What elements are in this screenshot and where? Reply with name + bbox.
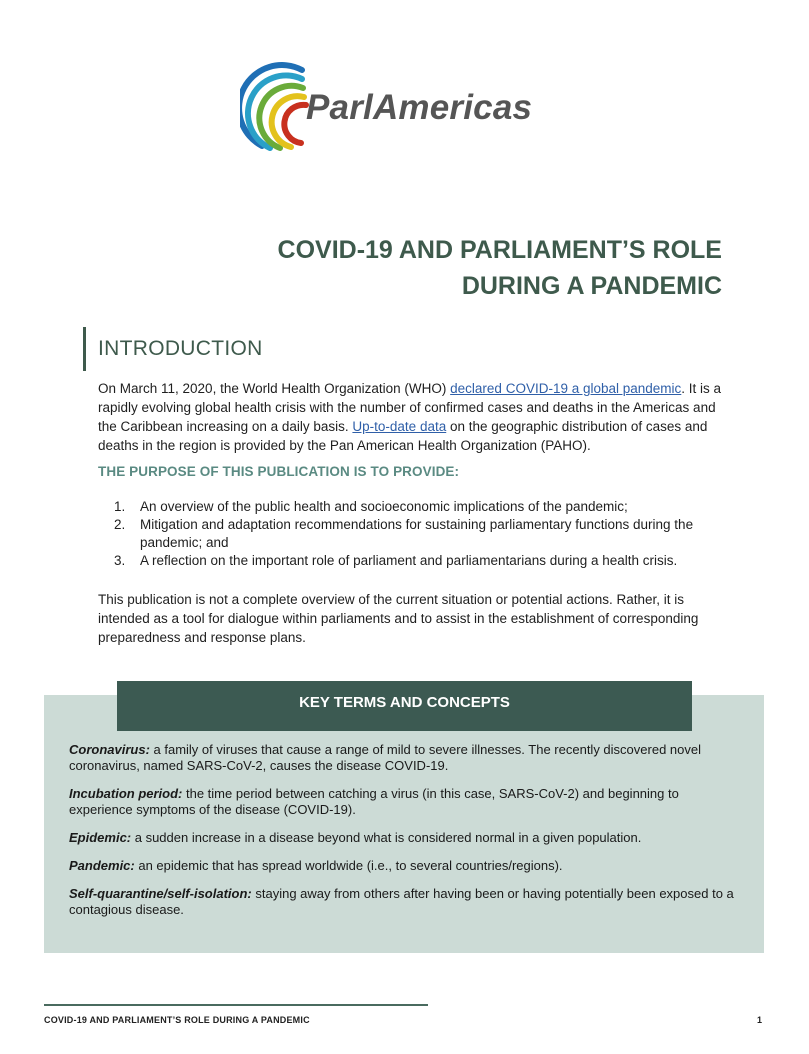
parlamericas-logo [240,62,580,162]
intro-text-3: on the geographic distribution of cases and deaths in the region is provided by the Pan American Health Organization (PAHO). [98,419,708,453]
term-definition: an epidemic that has spread worldwide (i.e., to several countries/regions). [134,858,563,873]
closing-paragraph: This publication is not a complete overview of the current situation or potential actions. Rather, it is intended as a tool for dialogue within parliaments and to assist in the establishment of corresponding preparedness and response plans. [98,592,699,645]
footer-divider [44,1004,428,1006]
list-item-text: A reflection on the important role of parliament and parliamentarians during a health crisis. [140,553,678,568]
list-number: 2. [114,517,126,532]
section-accent-bar [83,327,86,371]
term-name: Self-quarantine/self-isolation: [69,886,252,901]
logo-text: ParlAmericas [306,88,533,127]
term-definition: the time period between catching a virus (in this case, SARS-CoV-2) and beginning to experience symptoms of the disease (COVID-19). [69,786,679,817]
term-definition: staying away from others after having been or having potentially been exposed to a contagious disease. [69,886,734,917]
term-entry [69,786,739,818]
page-number: 1 [757,1015,763,1025]
term-entry [69,742,739,774]
list-item [98,498,728,516]
purpose-list [98,498,728,570]
intro-text-2: . It is a rapidly evolving global health crisis with the number of confirmed cases and deaths in the Americas and the Caribbean increasing on a daily basis. [98,381,722,434]
list-item [98,516,728,552]
term-name: Coronavirus: [69,742,150,757]
term-definition: a sudden increase in a disease beyond what is considered normal in a given population. [131,830,642,845]
list-item [98,552,728,570]
key-terms-list [69,742,739,930]
term-name: Incubation period: [69,786,183,801]
footer-title: COVID-19 AND PARLIAMENT’S ROLE DURING A PANDEMIC [44,1015,310,1025]
key-terms-heading: KEY TERMS AND CONCEPTS [117,681,692,731]
term-name: Epidemic: [69,830,132,845]
introduction-paragraph [98,379,728,455]
list-number: 1. [114,499,126,514]
up-to-date-data-link[interactable]: Up-to-date data [352,419,447,434]
introduction-heading: INTRODUCTION [98,337,263,360]
purpose-heading: THE PURPOSE OF THIS PUBLICATION IS TO PROVIDE: [98,464,460,479]
term-entry [69,830,739,846]
declared-pandemic-link[interactable]: declared COVID-19 a global pandemic [450,381,682,396]
list-number: 3. [114,553,126,568]
term-definition: a family of viruses that cause a range of mild to severe illnesses. The recently discovered novel coronavirus, named SARS-CoV-2, causes the disease COVID-19. [69,742,701,773]
term-name: Pandemic: [69,858,135,873]
title-line-2: DURING A PANDEMIC [461,272,722,300]
list-item-text: Mitigation and adaptation recommendations for sustaining parliamentary functions during the pandemic; and [140,517,694,550]
list-item-text: An overview of the public health and socioeconomic implications of the pandemic; [140,499,628,514]
term-entry [69,886,739,918]
intro-text-1: On March 11, 2020, the World Health Organization (WHO) [98,381,451,396]
document-title [278,232,722,304]
title-line-1: COVID-19 AND PARLIAMENT’S ROLE [277,236,722,264]
term-entry [69,858,739,874]
